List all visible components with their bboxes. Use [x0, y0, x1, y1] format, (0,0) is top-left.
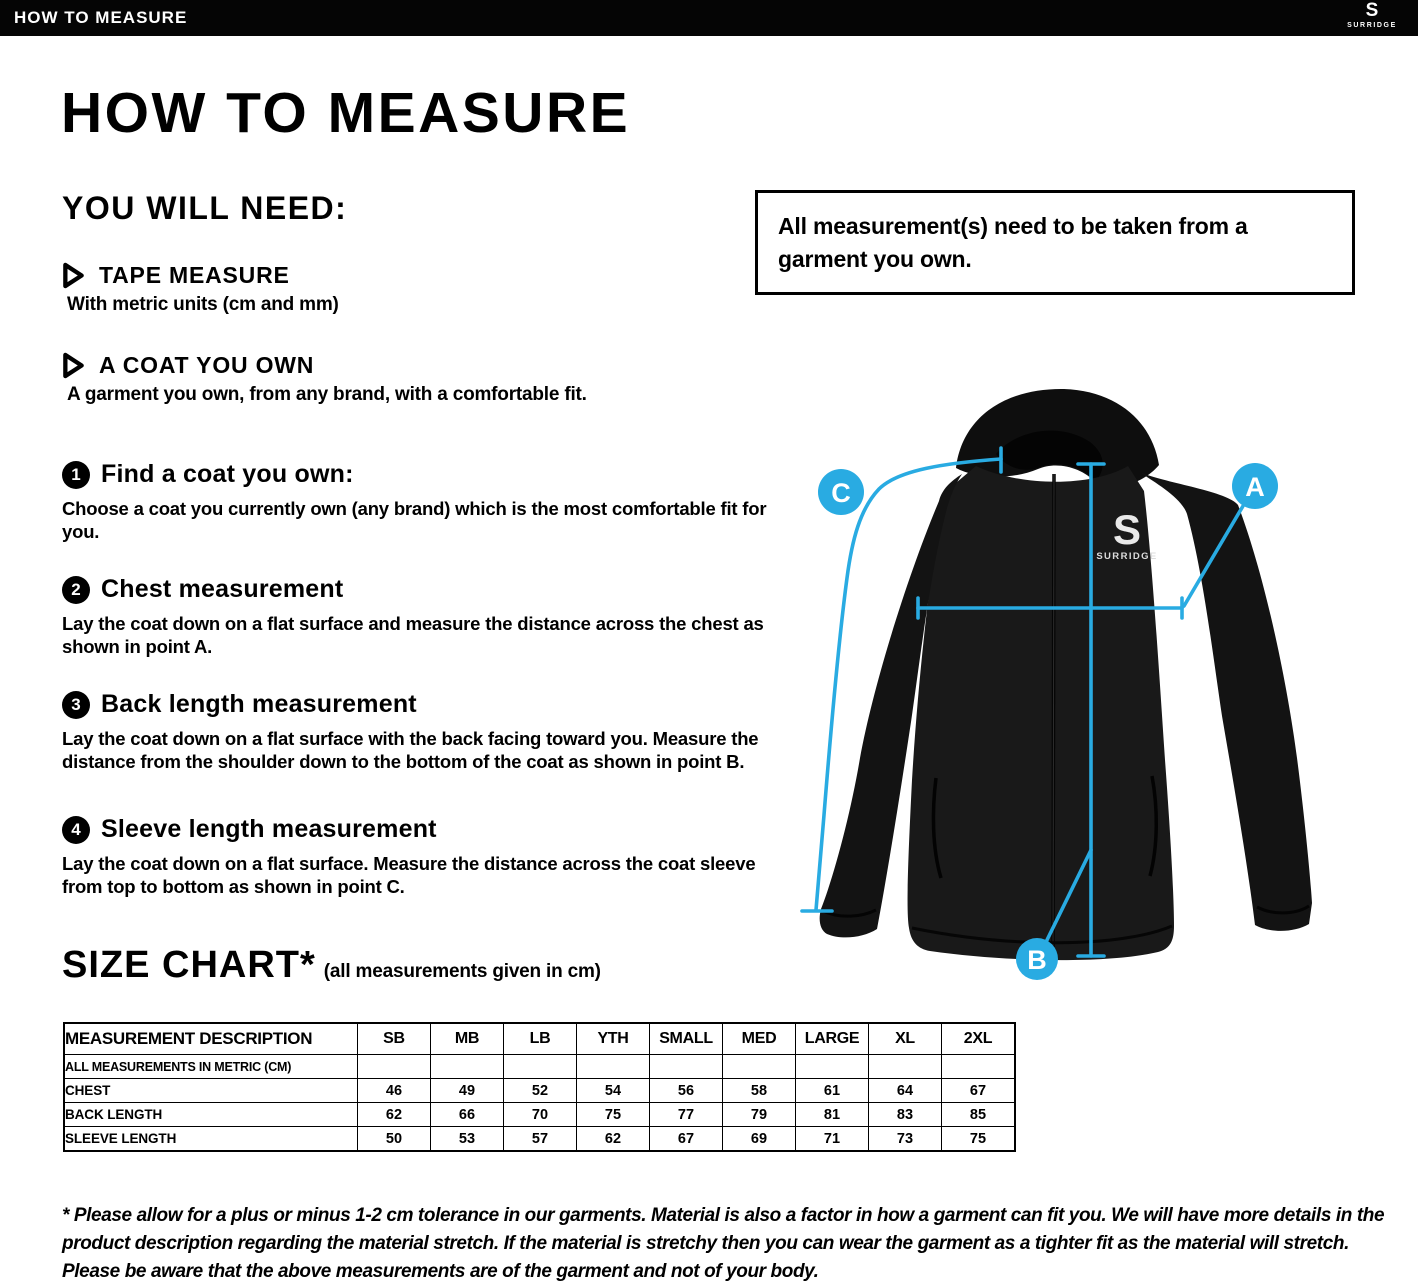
cell-value: 71: [796, 1127, 869, 1152]
cell-value: 66: [431, 1103, 504, 1127]
units-row: [64, 1055, 1015, 1079]
column-header: SB: [358, 1023, 431, 1055]
cell-value: 49: [431, 1079, 504, 1103]
you-will-need-heading: YOU WILL NEED:: [62, 190, 348, 226]
cell-value: 77: [650, 1103, 723, 1127]
cell-value: 62: [577, 1127, 650, 1152]
cell-value: 75: [577, 1103, 650, 1127]
step-4: [62, 815, 784, 898]
column-header: YTH: [577, 1023, 650, 1055]
table-row-back-length: [64, 1103, 1015, 1127]
cell-value: 83: [869, 1103, 942, 1127]
garment-logo-wordmark: SURRIDGE: [1096, 551, 1158, 562]
top-bar: [0, 0, 1418, 36]
step-title: Back length measurement: [101, 690, 417, 718]
need-item-tape-measure: [62, 262, 762, 316]
cell-value: 67: [942, 1079, 1016, 1103]
need-item-label: A COAT YOU OWN: [99, 352, 315, 378]
table-row-chest: [64, 1079, 1015, 1103]
step-title: Find a coat you own:: [101, 460, 354, 488]
step-body: Lay the coat down on a flat surface and measure the distance across the chest as shown in point A.: [62, 613, 764, 657]
cell-value: 70: [504, 1103, 577, 1127]
cell-value: 50: [358, 1127, 431, 1152]
cell-value: 46: [358, 1079, 431, 1103]
cell-value: 73: [869, 1127, 942, 1152]
cell-value: 56: [650, 1079, 723, 1103]
column-header: LB: [504, 1023, 577, 1055]
cell-value: 79: [723, 1103, 796, 1127]
column-header: LARGE: [796, 1023, 869, 1055]
step-body: Lay the coat down on a flat surface. Measure the distance across the coat sleeve from top to bottom as shown in point C.: [62, 853, 756, 897]
cell-value: 57: [504, 1127, 577, 1152]
step-body: Lay the coat down on a flat surface with the back facing toward you. Measure the distance from the shoulder down to the bottom of the coat as shown in point B.: [62, 728, 759, 772]
cell-value: 61: [796, 1079, 869, 1103]
step-number-badge: 2: [62, 576, 90, 604]
page-title: HOW TO MEASURE: [61, 81, 631, 145]
column-header: SMALL: [650, 1023, 723, 1055]
cell-value: 67: [650, 1127, 723, 1152]
units-label: ALL MEASUREMENTS IN METRIC (CM): [64, 1055, 358, 1079]
jacket-measurement-diagram: [760, 360, 1418, 1020]
cell-value: 81: [796, 1103, 869, 1127]
surridge-logo: [1340, 1, 1404, 29]
garment-logo-s-icon: S: [1112, 506, 1142, 553]
notice-box: [755, 190, 1355, 295]
row-label: CHEST: [64, 1079, 358, 1103]
size-chart-header-row: [64, 1023, 1015, 1055]
cell-value: 54: [577, 1079, 650, 1103]
surridge-logo-wordmark: SURRIDGE: [1347, 22, 1397, 29]
step-number-badge: 4: [62, 816, 90, 844]
cell-value: 52: [504, 1079, 577, 1103]
need-item-label: TAPE MEASURE: [99, 262, 290, 288]
row-label: BACK LENGTH: [64, 1103, 358, 1127]
cell-value: 62: [358, 1103, 431, 1127]
tolerance-footnote: * Please allow for a plus or minus 1-2 cm tolerance in our garments. Material is also a factor in how a garment can fit you. We will have more details in the product description regarding the material stretch. If the material is stretchy then you can wear the garment as a tighter fit as the material will stretch. Please be aware that the above measurements are of the garment and not of your body.: [62, 1205, 1385, 1282]
step-2: [62, 575, 784, 658]
surridge-logo-s-icon: S: [1365, 0, 1379, 21]
step-number-badge: 1: [62, 461, 90, 489]
triangle-bullet-icon: [62, 262, 85, 289]
step-body: Choose a coat you currently own (any brand) which is the most comfortable fit for you.: [62, 498, 767, 542]
column-header: MB: [431, 1023, 504, 1055]
size-chart-title: SIZE CHART*: [62, 944, 316, 986]
step-number-badge: 3: [62, 691, 90, 719]
column-header: MEASUREMENT DESCRIPTION: [64, 1023, 358, 1055]
size-chart-table: [63, 1022, 1016, 1152]
marker-b-label: B: [1027, 945, 1047, 975]
need-item-description: With metric units (cm and mm): [67, 294, 339, 315]
cell-value: 53: [431, 1127, 504, 1152]
marker-a-label: A: [1245, 472, 1265, 502]
step-title: Sleeve length measurement: [101, 815, 437, 843]
cell-value: 75: [942, 1127, 1016, 1152]
cell-value: 58: [723, 1079, 796, 1103]
table-row-sleeve-length: [64, 1127, 1015, 1152]
marker-c-label: C: [831, 478, 851, 508]
row-label: SLEEVE LENGTH: [64, 1127, 358, 1152]
cell-value: 85: [942, 1103, 1016, 1127]
cell-value: 69: [723, 1127, 796, 1152]
cell-value: 64: [869, 1079, 942, 1103]
need-item-description: A garment you own, from any brand, with a comfortable fit.: [67, 384, 587, 405]
step-3: [62, 690, 784, 773]
column-header: XL: [869, 1023, 942, 1055]
need-item-coat: [62, 352, 762, 406]
top-bar-title: HOW TO MEASURE: [14, 8, 188, 27]
triangle-bullet-icon: [62, 352, 85, 379]
size-chart-heading-row: [62, 944, 601, 987]
notice-text: All measurement(s) need to be taken from a garment you own.: [778, 212, 1248, 272]
column-header: 2XL: [942, 1023, 1016, 1055]
step-1: [62, 460, 784, 543]
column-header: MED: [723, 1023, 796, 1055]
size-chart-subtitle: (all measurements given in cm): [323, 961, 601, 982]
step-title: Chest measurement: [101, 575, 344, 603]
